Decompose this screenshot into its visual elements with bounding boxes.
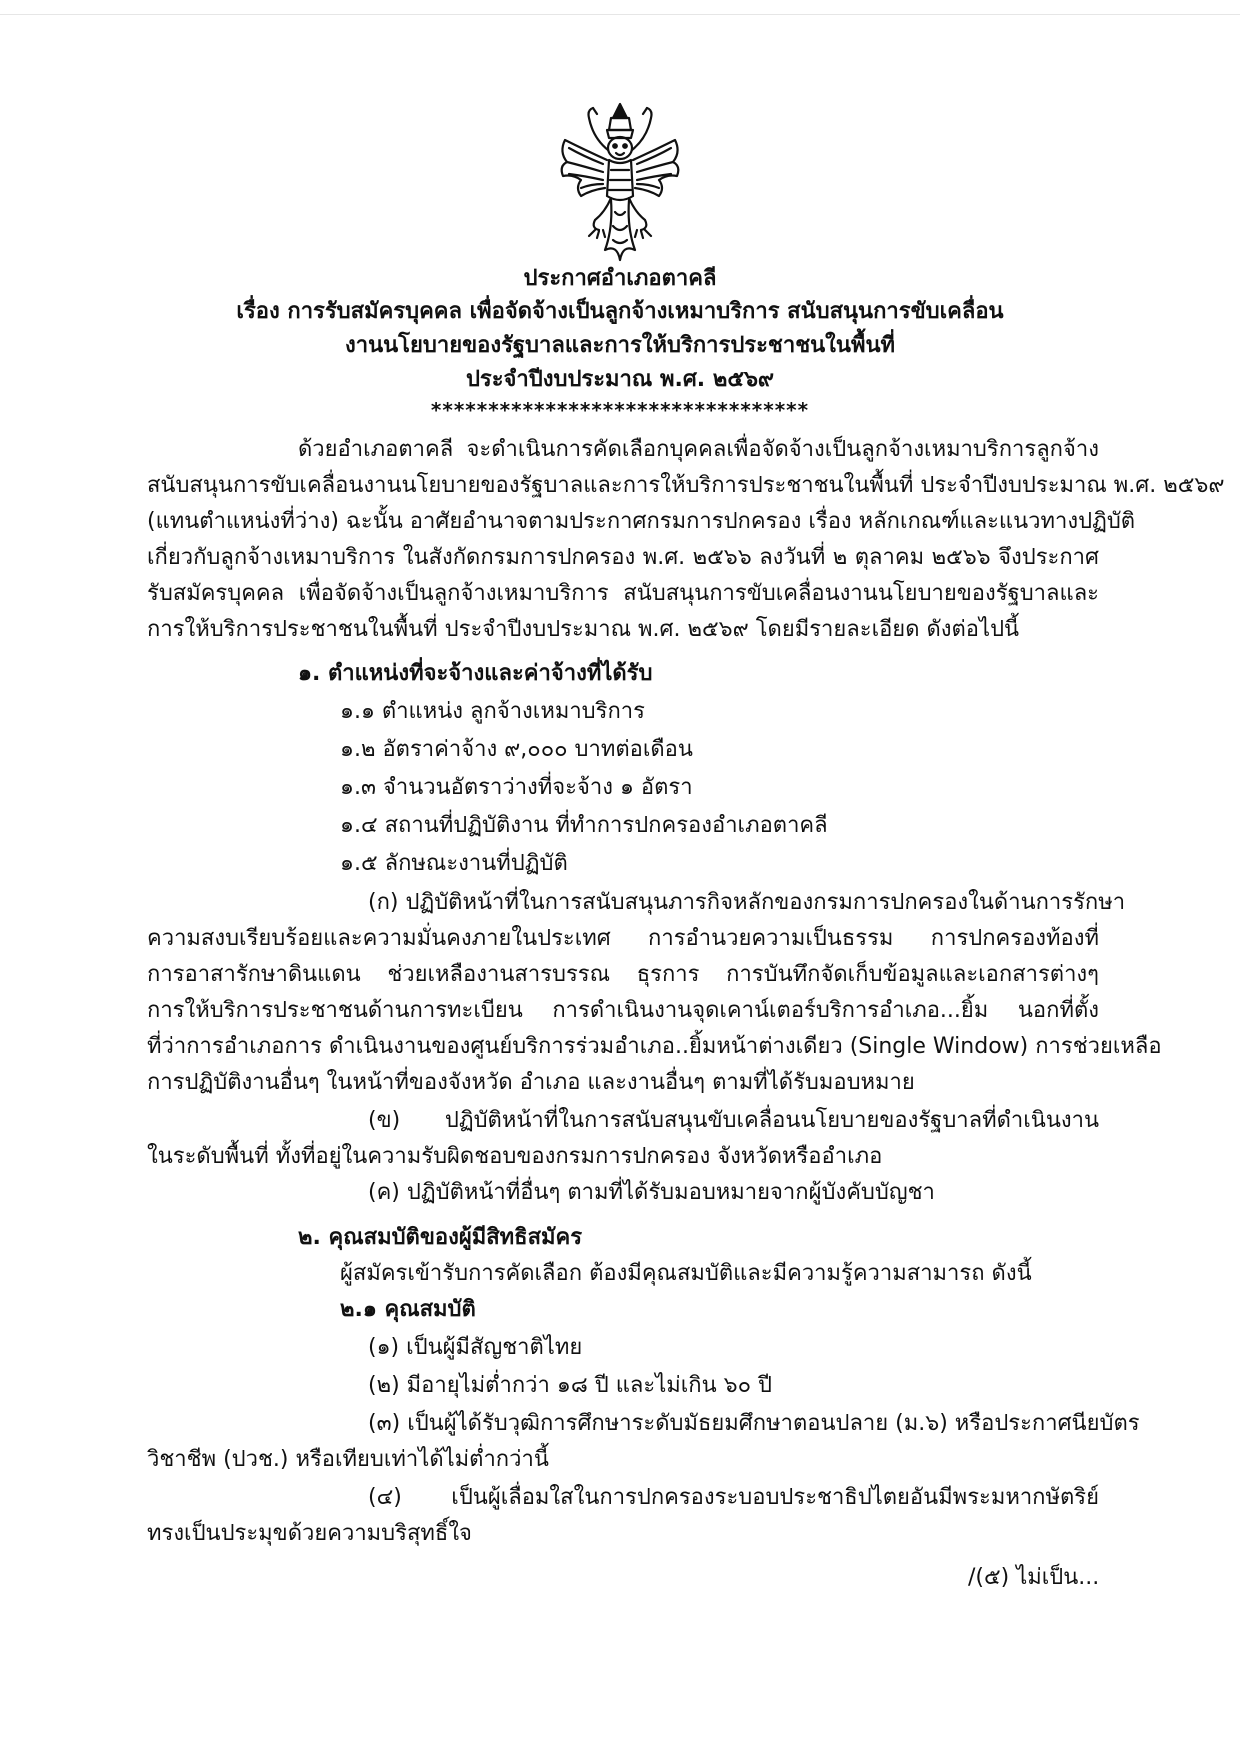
- qualification-3-line-1: (๓) เป็นผู้ได้รับวุฒิการศึกษาระดับมัธยมศึกษาตอนปลาย (ม.๖) หรือประกาศนียบัตร: [368, 1411, 1140, 1436]
- duty-a-line-4: การให้บริการประชาชนด้านการทะเบียน การดำเนินงานจุดเคาน์เตอร์บริการอำเภอ...ยิ้ม นอกที่ตั้ง: [147, 998, 1099, 1023]
- section2-intro: ผู้สมัครเข้ารับการคัดเลือก ต้องมีคุณสมบัติและมีความรู้ความสามารถ ดังนี้: [340, 1261, 1032, 1286]
- intro-line-5: รับสมัครบุคคล เพื่อจัดจ้างเป็นลูกจ้างเหมาบริการ สนับสนุนการขับเคลื่อนงานนโยบายของรัฐบาลและ: [147, 581, 1099, 606]
- duty-b-line-2: ในระดับพื้นที่ ทั้งที่อยู่ในความรับผิดชอบของกรมการปกครอง จังหวัดหรืออำเภอ: [147, 1144, 883, 1169]
- qualification-4-line-1: (๔) เป็นผู้เลื่อมใสในการปกครองระบอบประชาธิปไตยอันมีพระมหากษัตริย์: [368, 1485, 1099, 1510]
- qualification-3-line-2: วิชาชีพ (ปวช.) หรือเทียบเท่าได้ไม่ต่ำกว่านี้: [147, 1447, 549, 1472]
- intro-line-3: (แทนตำแหน่งที่ว่าง) ฉะนั้น อาศัยอำนาจตามประกาศกรมการปกครอง เรื่อง หลักเกณฑ์และแนวทางปฏิบัติ: [147, 509, 1136, 534]
- section1-item-3: ๑.๓ จำนวนอัตราว่างที่จะจ้าง ๑ อัตรา: [340, 775, 693, 800]
- intro-line-6: การให้บริการประชาชนในพื้นที่ ประจำปีงบประมาณ พ.ศ. ๒๕๖๙ โดยมีรายละเอียด ดังต่อไปนี้: [147, 617, 1020, 642]
- announcement-agency: ประกาศอำเภอตาคลี: [523, 266, 717, 291]
- subject-line-1: เรื่อง การรับสมัครบุคคล เพื่อจัดจ้างเป็นลูกจ้างเหมาบริการ สนับสนุนการขับเคลื่อน: [236, 299, 1004, 324]
- qualification-4-line-2: ทรงเป็นประมุขด้วยความบริสุทธิ์ใจ: [147, 1521, 472, 1546]
- section1-item-2: ๑.๒ อัตราค่าจ้าง ๙,๐๐๐ บาทต่อเดือน: [340, 737, 693, 762]
- qualification-2: (๒) มีอายุไม่ต่ำกว่า ๑๘ ปี และไม่เกิน ๖๐ ปี: [368, 1373, 773, 1398]
- duty-a-line-1: (ก) ปฏิบัติหน้าที่ในการสนับสนุนภารกิจหลักของกรมการปกครองในด้านการรักษา: [368, 890, 1126, 915]
- section2-heading: ๒. คุณสมบัติของผู้มีสิทธิสมัคร: [298, 1225, 583, 1250]
- garuda-emblem: [555, 100, 685, 268]
- section2-subheading: ๒.๑ คุณสมบัติ: [340, 1297, 476, 1322]
- duty-a-line-3: การอาสารักษาดินแดน ช่วยเหลืองานสารบรรณ ธุรการ การบันทึกจัดเก็บข้อมูลและเอกสารต่างๆ: [147, 962, 1099, 987]
- intro-line-1: ด้วยอำเภอตาคลี จะดำเนินการคัดเลือกบุคคลเพื่อจัดจ้างเป็นลูกจ้างเหมาบริการลูกจ้าง: [298, 437, 1099, 462]
- section1-item-4: ๑.๔ สถานที่ปฏิบัติงาน ที่ทำการปกครองอำเภอตาคลี: [340, 813, 828, 838]
- duty-a-line-5: ที่ว่าการอำเภอการ ดำเนินงานของศูนย์บริการร่วมอำเภอ..ยิ้มหน้าต่างเดียว (Single Window) การช่วยเหลือ: [147, 1034, 1162, 1059]
- continued-marker: /(๕) ไม่เป็น...: [968, 1565, 1100, 1590]
- intro-line-4: เกี่ยวกับลูกจ้างเหมาบริการ ในสังกัดกรมการปกครอง พ.ศ. ๒๕๖๖ ลงวันที่ ๒ ตุลาคม ๒๕๖๖ จึงประกาศ: [147, 545, 1099, 570]
- subject-line-2: งานนโยบายของรัฐบาลและการให้บริการประชาชนในพื้นที่: [345, 333, 895, 358]
- qualification-1: (๑) เป็นผู้มีสัญชาติไทย: [368, 1335, 583, 1360]
- header-separator: *********************************: [430, 398, 810, 422]
- top-border: [0, 0, 1240, 15]
- section1-heading: ๑. ตำแหน่งที่จะจ้างและค่าจ้างที่ได้รับ: [298, 661, 653, 686]
- duty-a-line-2: ความสงบเรียบร้อยและความมั่นคงภายในประเทศ การอำนวยความเป็นธรรม การปกครองท้องที่: [147, 926, 1099, 951]
- intro-line-2: สนับสนุนการขับเคลื่อนงานนโยบายของรัฐบาลและการให้บริการประชาชนในพื้นที่ ประจำปีงบประมาณ พ.ศ. ๒๕๖๙: [147, 473, 1225, 498]
- duty-b-line-1: (ข) ปฏิบัติหน้าที่ในการสนับสนุนขับเคลื่อนนโยบายของรัฐบาลที่ดำเนินงาน: [368, 1108, 1099, 1133]
- section1-item-1: ๑.๑ ตำแหน่ง ลูกจ้างเหมาบริการ: [340, 699, 645, 724]
- subject-line-3: ประจำปีงบประมาณ พ.ศ. ๒๕๖๙: [465, 367, 775, 392]
- duty-a-line-6: การปฏิบัติงานอื่นๆ ในหน้าที่ของจังหวัด อำเภอ และงานอื่นๆ ตามที่ได้รับมอบหมาย: [147, 1070, 915, 1095]
- section1-item-5: ๑.๕ ลักษณะงานที่ปฏิบัติ: [340, 851, 568, 876]
- duty-c-line: (ค) ปฏิบัติหน้าที่อื่นๆ ตามที่ได้รับมอบหมายจากผู้บังคับบัญชา: [368, 1180, 935, 1205]
